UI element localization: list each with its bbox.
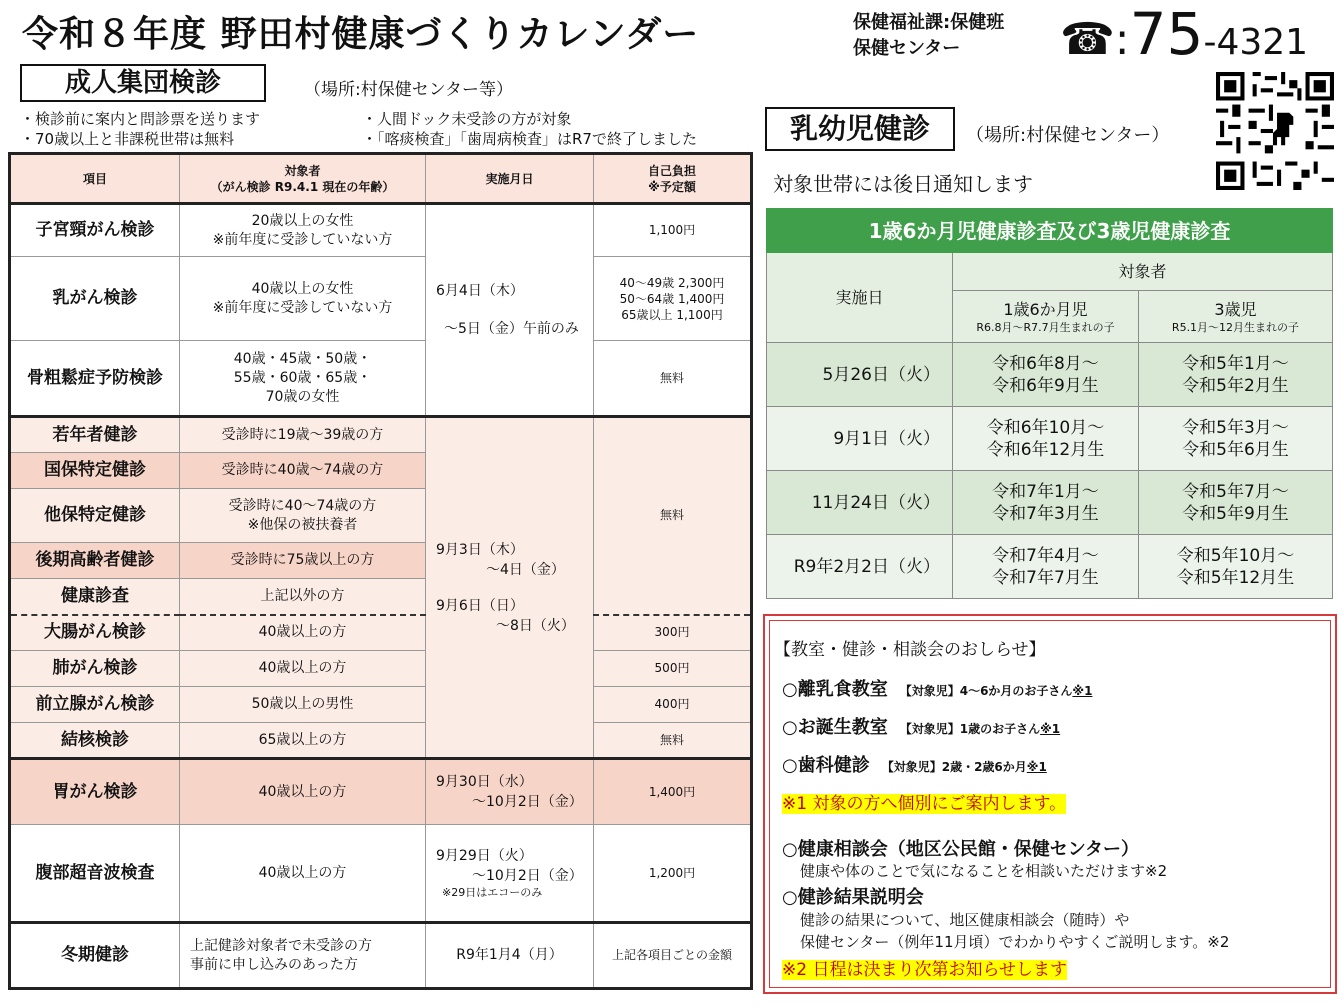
checkup-target: 40歳以上の方 [180,615,426,651]
date-line: 9月30日（水） [436,774,533,790]
table-row [767,407,1333,471]
note-mark: ※1 [1026,760,1047,774]
target-b [1139,343,1333,407]
notice-tag: 【対象児】1歳のお子さん [899,722,1041,736]
checkup-cost [594,257,752,341]
target-line: ※前年度に受診していない方 [212,231,393,248]
date-line: ～4日（金） [486,561,565,578]
adult-note: ・人間ドック未受診の方が対象 [362,110,572,128]
checkup-name: 骨粗鬆症予防検診 [10,341,180,417]
cost-line: 50～64歳 1,400円 [619,291,725,306]
header-line: 自己負担 [647,163,696,178]
column-header-age-a [953,291,1139,343]
table-row [10,825,752,923]
cost-line: 40～49歳 2,300円 [619,275,725,290]
phone-separator: - [1203,22,1217,63]
target-line: ※他保の被扶養者 [247,516,358,533]
adult-note: ・検診前に案内と問診票を送ります [20,110,261,128]
note-mark: ※1 [1072,684,1093,698]
checkup-cost: 無料 [594,341,752,417]
target-line: 令和5年6月生 [1182,439,1289,460]
target-line: 令和6年9月生 [992,375,1099,396]
checkup-target: 50歳以上の男性 [180,687,426,723]
notice-label: ○お誕生教室 [782,717,888,738]
date-line: 9月29日（火） [436,848,533,864]
target-b [1139,471,1333,535]
target-line: 20歳以上の女性 [251,212,354,229]
column-header-item: 項目 [10,154,180,204]
notice-tag: 【対象児】4～6か月のお子さん [899,684,1073,698]
target-line: 令和5年2月生 [1182,375,1289,396]
checkup-name: 子宮頸がん検診 [10,204,180,257]
phone-line: 4321 [1216,22,1309,63]
table-row [10,687,752,723]
checkup-cost: 上記各項目ごとの金額 [594,923,752,989]
qr-code-icon[interactable] [1216,72,1334,190]
checkup-target: 受診時に40歳～74歳の方 [180,453,426,489]
checkup-name: 腹部超音波検査 [10,825,180,923]
target-line: 70歳の女性 [265,388,340,405]
checkup-name: 肺がん検診 [10,651,180,687]
table-row [10,417,752,453]
header-line: （がん検診 R9.4.1 現在の年齢） [210,179,395,194]
target-line: 令和5年10月～ [1176,545,1295,566]
department-line: 保健福祉課:保健班 [853,12,1005,33]
notice-desc: 健康や体のことで気になることを相談いただけます※2 [800,862,1168,880]
notice-label: ○歯科健診 [782,755,870,776]
checkup-target: 上記以外の方 [180,579,426,615]
checkup-target: 受診時に75歳以上の方 [180,543,426,579]
checkup-date [426,204,594,417]
target-line: 令和5年12月生 [1176,567,1295,588]
target-a [953,471,1139,535]
checkup-name: 若年者健診 [10,417,180,453]
notice-tag: 【対象児】2歳・2歳6か月 [881,760,1027,774]
note-mark: ※1 [1040,722,1061,736]
infant-section-heading: 乳幼児健診 [765,107,955,151]
exam-date: 9月1日（火） [767,407,953,471]
date-line: 9月6日（日） [436,597,524,614]
highlight-note-2 [782,955,1067,980]
target-line: 令和5年3月～ [1182,417,1289,438]
header-label: 1歳6か月児 [1003,299,1088,319]
highlight-note-1 [782,789,1066,814]
checkup-target [180,341,426,417]
checkup-name: 健康診査 [10,579,180,615]
column-header-cost [594,154,752,204]
target-b [1139,407,1333,471]
table-row [10,257,752,341]
phone-number [1060,0,1308,68]
checkup-name: 冬期健診 [10,923,180,989]
target-line: 上記健診対象者で未受診の方 [190,937,372,954]
header-sub: R5.1月～12月生まれの子 [1171,320,1300,334]
adult-note: ・70歳以上と非課税世帯は無料 [20,130,235,148]
date-line: 9月3日（木） [436,541,524,558]
adult-location: （場所:村保健センター等） [304,80,514,100]
header-line: 対象者 [284,163,321,178]
checkup-name: 後期高齢者健診 [10,543,180,579]
table-row [10,341,752,417]
department-line: 保健センター [853,38,961,59]
target-line: 受診時に40～74歳の方 [228,497,377,514]
phone-prefix: 75 [1129,0,1204,68]
adult-checkup-table [8,152,753,990]
adult-note: ・「喀痰検査」「歯周病検査」はR7で終了しました [362,130,697,148]
infant-location: （場所:村保健センター） [966,125,1170,146]
checkup-name: 結核検診 [10,723,180,759]
checkup-name: 大腸がん検診 [10,615,180,651]
target-b [1139,535,1333,599]
telephone-icon: ☎: [1060,14,1130,65]
target-line: ※前年度に受診していない方 [212,299,393,316]
target-line: 令和7年3月生 [992,503,1099,524]
date-line: ～8日（火） [496,617,575,634]
notices-box [763,614,1337,994]
table-row [767,535,1333,599]
target-a [953,535,1139,599]
header-sub: R6.8月～R7.7月生まれの子 [976,320,1115,334]
target-line: 事前に申し込みのあった方 [190,956,358,973]
checkup-name: 乳がん検診 [10,257,180,341]
adult-section-heading: 成人集団検診 [20,64,266,102]
checkup-cost: 1,400円 [594,759,752,825]
infant-notice: 対象世帯には後日通知します [773,172,1033,196]
header-line: ※予定額 [648,179,696,194]
target-line: 40歳以上の女性 [251,280,354,297]
checkup-target [180,257,426,341]
date-line: ～5日（金）午前のみ [444,321,579,337]
notice-item-dental-checkup [782,751,1047,777]
column-header-target [180,154,426,204]
date-line: 6月4日（木） [436,283,524,299]
notices-title: 【教室・健診・相談会のおしらせ】 [774,640,1046,660]
checkup-cost: 400円 [594,687,752,723]
checkup-name: 他保特定健診 [10,489,180,543]
notice-label: ○離乳食教室 [782,679,888,700]
table-row [10,723,752,759]
table-title: 1歳6か月児健康診査及び3歳児健康診査 [767,209,1333,253]
infant-checkup-table [766,208,1333,599]
checkup-cost: 1,200円 [594,825,752,923]
checkup-cost: 500円 [594,651,752,687]
checkup-name: 前立腺がん検診 [10,687,180,723]
column-header-date: 実施日 [767,253,953,343]
column-header-date: 実施月日 [426,154,594,204]
department-info [853,10,1004,62]
date-line: ～10月2日（金） [472,868,583,884]
exam-date: 5月26日（火） [767,343,953,407]
table-row [10,204,752,257]
checkup-target: 受診時に19歳～39歳の方 [180,417,426,453]
table-row [10,759,752,825]
table-row [767,343,1333,407]
checkup-date [426,825,594,923]
target-line: 40歳・45歳・50歳・ [233,350,372,367]
checkup-target [180,489,426,543]
target-line: 令和6年8月～ [992,353,1099,374]
checkup-target: 65歳以上の方 [180,723,426,759]
checkup-target [180,923,426,989]
checkup-target: 40歳以上の方 [180,825,426,923]
notice-desc: 健診の結果について、地区健康相談会（随時）や [800,911,1130,929]
checkup-name: 国保特定健診 [10,453,180,489]
table-row [767,471,1333,535]
checkup-date [426,759,594,825]
target-line: 令和5年7月～ [1182,481,1289,502]
notice-item-result-briefing: ○健診結果説明会 [782,887,924,908]
notice-item-weaning-class [782,675,1092,701]
notice-item-health-consult: ○健康相談会（地区公民館・保健センター） [782,839,1139,860]
target-line: 令和7年7月生 [992,567,1099,588]
highlight-text: ※2 日程は決まり次第お知らせします [782,960,1067,980]
column-header-age-b [1139,291,1333,343]
checkup-cost: 無料 [594,723,752,759]
table-header-row [767,253,1333,291]
target-line: 令和6年10月～ [986,417,1105,438]
page-title: 令和８年度 野田村健康づくりカレンダー [22,14,700,55]
cost-line: 65歳以上 1,100円 [621,307,723,322]
checkup-cost: 1,100円 [594,204,752,257]
column-header-target: 対象者 [953,253,1333,291]
checkup-date: R9年1月4（月） [426,923,594,989]
table-row [10,923,752,989]
checkup-cost: 300円 [594,615,752,651]
checkup-date [426,417,594,759]
checkup-cost: 無料 [594,417,752,615]
table-row [10,615,752,651]
checkup-target [180,204,426,257]
target-line: 55歳・60歳・65歳・ [233,369,372,386]
header-label: 3歳児 [1214,299,1257,319]
date-note: ※29日はエコーのみ [442,886,543,899]
target-line: 令和7年1月～ [992,481,1099,502]
checkup-target: 40歳以上の方 [180,651,426,687]
notice-desc: 保健センター（例年11月頃）でわかりやすくご説明します。※2 [800,933,1230,951]
target-line: 令和7年4月～ [992,545,1099,566]
target-a [953,407,1139,471]
table-header-row [10,154,752,204]
exam-date: 11月24日（火） [767,471,953,535]
checkup-target: 40歳以上の方 [180,759,426,825]
notices-inner [769,620,1331,988]
target-line: 令和5年9月生 [1182,503,1289,524]
target-line: 令和6年12月生 [986,439,1105,460]
highlight-text: ※1 対象の方へ個別にご案内します。 [782,794,1067,814]
table-row [10,651,752,687]
target-line: 令和5年1月～ [1182,353,1289,374]
date-line: ～10月2日（金） [472,794,583,810]
notice-item-birthday-class [782,713,1060,739]
exam-date: R9年2月2日（火） [767,535,953,599]
table-title-row [767,209,1333,253]
target-a [953,343,1139,407]
checkup-name: 胃がん検診 [10,759,180,825]
